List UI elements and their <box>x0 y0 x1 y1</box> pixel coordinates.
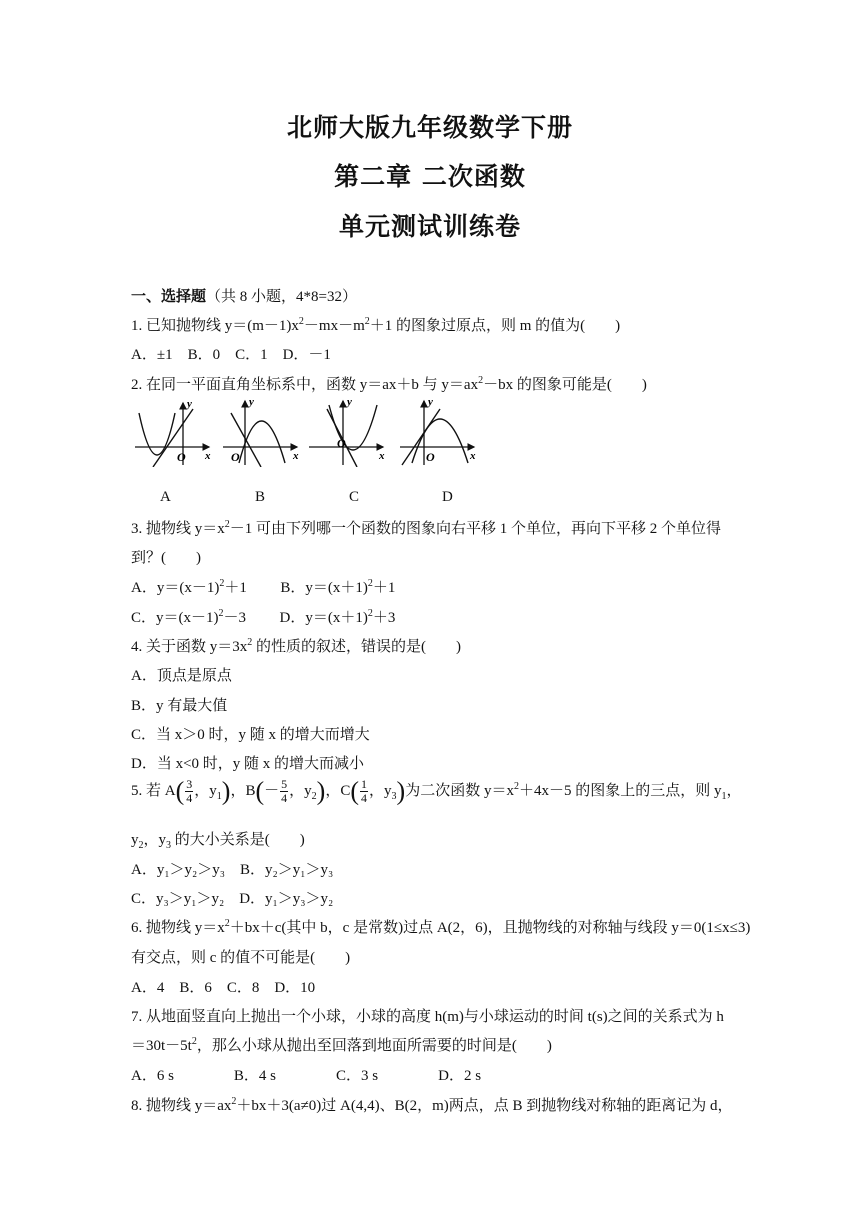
q3-text: 3. 抛物线 y＝x <box>131 521 225 537</box>
question-8: 8. 抛物线 $y=ax^2+bx+3(a\ne 0)$过 A(4,4)、B(2，m)两点，点 B 到抛物线对称轴的距离记为 d， <box>131 1096 733 1114</box>
q5-cont-tail: 的大小关系是( ) <box>171 832 305 848</box>
q2-text: 2. 在同一平面直角坐标系中，函数 y＝ax＋b 与 y＝ax <box>131 377 479 393</box>
q3-option-b: B．y＝(x＋1) <box>280 580 368 596</box>
question-5-cont: $y_2$，$y_3$ 的大小关系是( ) <box>131 832 305 851</box>
question-3-options-ab: A．$y=(x-1)^2+1$ B．$y=(x+1)^2+1$ <box>131 578 396 596</box>
question-6: 6. 抛物线 $y=x^2+bx+c$(其中 b，c 是常数)过点 A(2，6)，且抛物线的对称轴与线段 y＝0(1≤x≤3) <box>131 918 751 936</box>
q3-option-c-tail: －3 <box>223 610 247 626</box>
graph-a <box>133 395 217 467</box>
question-4-option-b: B．y 有最大值 <box>131 698 228 714</box>
question-3-cont: 到？( ) <box>131 550 201 566</box>
q3-option-d-tail: ＋3 <box>372 610 396 626</box>
graph-c-origin: O <box>337 436 346 450</box>
question-5-options-cd: C．y₃＞y₁＞y₂ D．y₁＞y₃＞y₂ <box>131 891 334 907</box>
q3-option-a-tail: ＋1 <box>224 580 247 596</box>
graph-label-a: A <box>160 489 171 505</box>
graph-b-y-label: y <box>249 396 254 408</box>
question-7: 7. 从地面竖直向上抛出一个小球，小球的高度 h(m)与小球运动的时间 t(s)之间的关系式为 h <box>131 1009 724 1025</box>
graph-b <box>221 395 305 467</box>
question-6-options: A．4 B．6 C．8 D．10 <box>131 980 316 996</box>
section-heading <box>131 285 357 306</box>
graph-c-x-label: x <box>379 450 385 462</box>
q4-text: 4. 关于函数 y＝3x <box>131 639 248 655</box>
graph-a-y-label: y <box>187 398 192 410</box>
graph-a-x-label: x <box>205 450 211 462</box>
graph-c <box>307 395 391 467</box>
question-1-options: A．±1 B．0 C．1 D．－1 <box>131 347 331 363</box>
q5-text2: ，B <box>230 782 256 799</box>
q5-sign: － <box>264 782 280 799</box>
graph-d-origin: O <box>426 450 435 464</box>
graph-b-x-label: x <box>293 450 299 462</box>
q5-frac-c <box>360 778 368 805</box>
q5-frac-c-den: 4 <box>361 791 368 805</box>
question-6-cont: 有交点，则 c 的值不可能是( ) <box>131 950 351 966</box>
q8-text2: ＋bx＋3(a≠0)过 A(4,4)、B(2，m)两点，点 B 到抛物线对称轴的距离记为 d， <box>236 1098 733 1114</box>
question-3: 3. 抛物线 $y=x^2-1$ 可由下列哪一个函数的图象向右平移 1 个单位，再向下平移 2 个单位得 <box>131 519 722 537</box>
graph-d <box>398 395 482 467</box>
question-4-option-c: C．当 x＞0 时，y 随 x 的增大而增大 <box>131 727 370 743</box>
graph-b-origin: O <box>231 450 240 464</box>
graph-label-b: B <box>255 489 266 505</box>
q6-text2: ＋bx＋c(其中 b，c 是常数)过点 A(2，6)，且抛物线的对称轴与线段 y＝0(1≤x≤3) <box>229 920 751 936</box>
graph-label-d: D <box>442 489 453 505</box>
graph-d-y-label: y <box>428 396 433 408</box>
q5-frac-b-den: 4 <box>281 791 288 805</box>
q5-text: 5. 若 A <box>131 782 176 799</box>
q1-text2: －mx－m <box>303 318 365 334</box>
q8-text: 8. 抛物线 y＝ax <box>131 1098 232 1114</box>
unit-title: 单元测试训练卷 <box>338 212 521 241</box>
doc-title: 北师大版九年级数学下册 <box>286 113 573 142</box>
q5-text3: ，C <box>325 782 351 799</box>
q1-text3: ＋1 的图象过原点，则 m 的值为( ) <box>369 318 621 334</box>
graph-a-origin: O <box>177 450 186 464</box>
question-5: 5. 若 A( $\frac{3}{4}$ ，$y_1$)，B(－ $\frac{5}{4}$ ，$y_2$)，C( $\frac{1}{4}$ ，$y_3$)为二次函数 $y=x^2+4x-5$ 的图象上的三点，则 $y_1$， <box>131 776 742 806</box>
q5-cont-mid: ，y <box>143 832 167 848</box>
graph-label-c: C <box>349 489 360 505</box>
question-3-options-cd: C．$y=(x-1)^2-3$ D．$y=(x+1)^2+3$ <box>131 608 396 626</box>
q5-frac-a-num: 3 <box>186 777 193 791</box>
q5-text4: 为二次函数 y＝x <box>405 782 514 799</box>
q3-option-d: D．y＝(x＋1) <box>279 610 368 626</box>
question-4-option-d: D．当 x<0 时，y 随 x 的增大而减小 <box>131 756 365 772</box>
chapter-title: 第二章 二次函数 <box>334 162 526 191</box>
section-name: 一、选择题 <box>131 289 207 305</box>
question-2: 2. 在同一平面直角坐标系中，函数 y＝ax＋b 与 $y=ax^2-bx$ 的图象可能是( ) <box>131 375 647 393</box>
question-5-options-ab: A．y₁＞y₂＞y₃ B．y₂＞y₁＞y₃ <box>131 862 334 878</box>
q7-text2: ，那么小球从抛出至回落到地面所需要的时间是( ) <box>196 1038 552 1054</box>
q5-frac-c-num: 1 <box>361 777 368 791</box>
q7-text: ＝30t－5t <box>131 1038 192 1054</box>
question-4-option-a: A．顶点是原点 <box>131 668 232 684</box>
q1-text: 1. 已知抛物线 y＝(m－1)x <box>131 318 299 334</box>
q3-option-c: C．y＝(x－1) <box>131 610 219 626</box>
q2-text2: －bx 的图象可能是( ) <box>483 377 647 393</box>
q5-frac-b <box>280 778 288 805</box>
q5-text5: ＋4x－5 的图象上的三点，则 y <box>518 782 722 799</box>
q3-option-b-tail: ＋1 <box>372 580 396 596</box>
q5-frac-b-num: 5 <box>281 777 288 791</box>
question-1: 1. 已知抛物线 $y=(m-1)x^2-mx-m^2+1$ 的图象过原点，则 m 的值为( ) <box>131 316 621 334</box>
graph-d-x-label: x <box>470 450 476 462</box>
section-note: （共 8 小题，4*8=32） <box>206 289 357 305</box>
q3-text2: －1 可由下列哪一个函数的图象向右平移 1 个单位，再向下平移 2 个单位得 <box>229 521 722 537</box>
q5-cont-y: y <box>131 832 139 848</box>
q6-text: 6. 抛物线 y＝x <box>131 920 225 936</box>
question-7-options: A．6 s B．4 s C．3 s D．2 s <box>131 1068 482 1084</box>
question-7-cont: $=30t-5t^2$，那么小球从抛出至回落到地面所需要的时间是( ) <box>131 1036 552 1054</box>
q5-frac-a-den: 4 <box>186 791 193 805</box>
q5-frac-a <box>185 778 193 805</box>
question-4: 4. 关于函数 $y=3x^2$ 的性质的叙述，错误的是( ) <box>131 637 462 655</box>
q3-option-a: A．y＝(x－1) <box>131 580 220 596</box>
q4-text2: 的性质的叙述，错误的是( ) <box>252 639 462 655</box>
graph-c-y-label: y <box>347 396 352 408</box>
